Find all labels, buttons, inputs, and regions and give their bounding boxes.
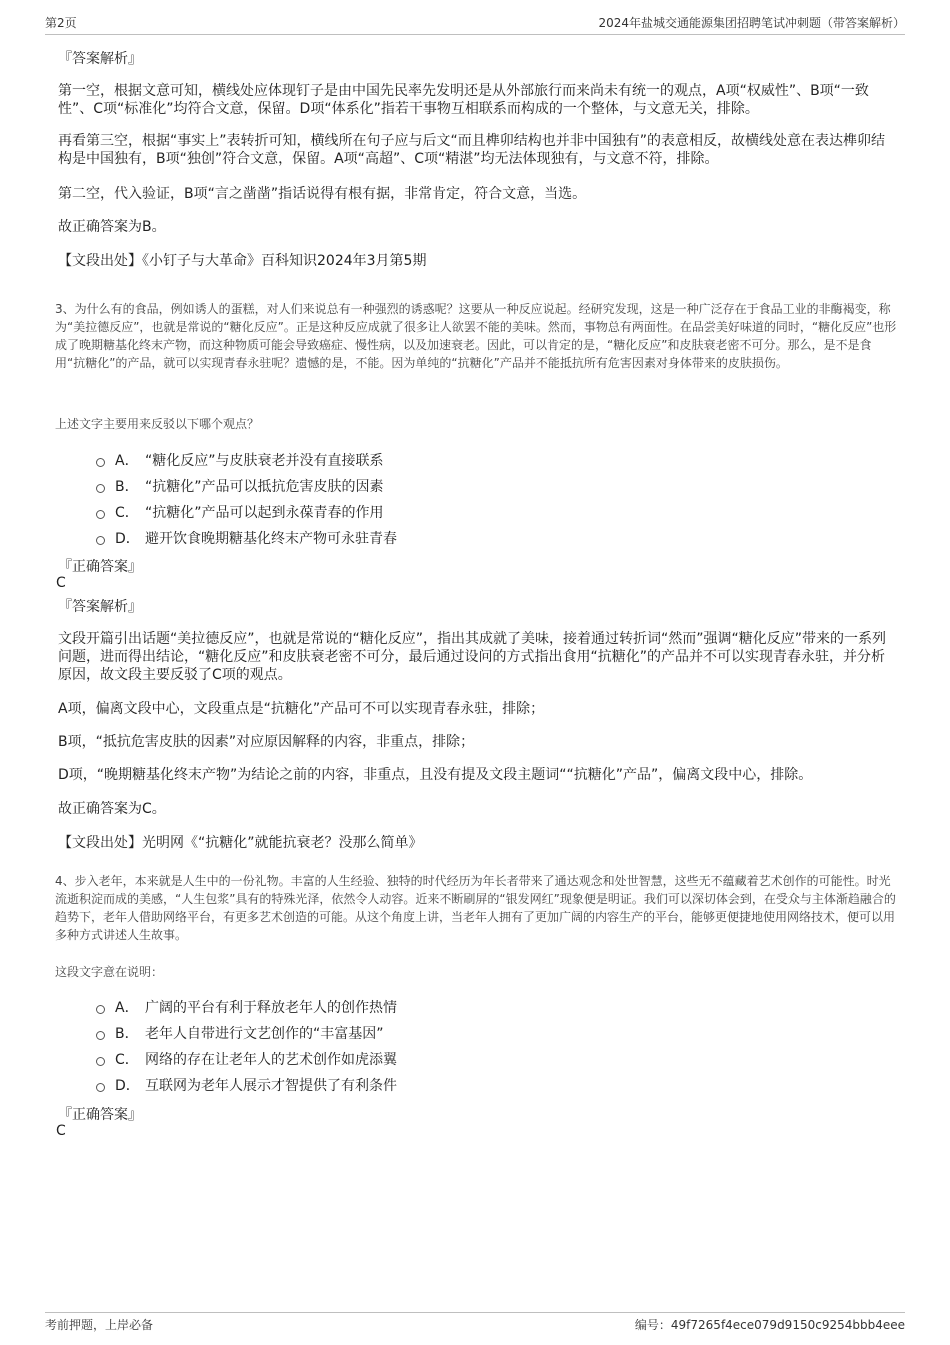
option-letter: A．: [115, 1000, 139, 1016]
option-a[interactable]: [96, 450, 384, 470]
option-c[interactable]: [96, 1049, 397, 1069]
option-text: “糖化反应”与皮肤衰老并没有直接联系: [145, 453, 384, 469]
analysis-paragraph: 文段开篇引出话题“美拉德反应”，也就是常说的“糖化反应”，指出其成就了美味，接着通过转折词“然而”强调“糖化反应”带来的一系列问题，进而得出结论，“糖化反应”和皮肤衰老密不可分，最后通过设问的方式指出食用“抗糖化”的产品并不可以实现青春永驻，并分析原因，故文段主要反驳了C项的观点。: [58, 631, 887, 683]
page-header: [45, 14, 905, 35]
radio-icon[interactable]: [96, 1057, 105, 1066]
analysis-label: 『答案解析』: [58, 51, 142, 67]
analysis-conclusion: 故正确答案为C。: [58, 801, 166, 817]
option-letter: B．: [115, 1026, 139, 1042]
radio-icon[interactable]: [96, 1083, 105, 1092]
document-title: 2024年盐城交通能源集团招聘笔试冲刺题（带答案解析）: [598, 16, 905, 30]
source-citation: 【文段出处】光明网《“抗糖化”就能抗衰老？没那么简单》: [58, 835, 423, 851]
option-letter: D．: [115, 531, 140, 547]
option-letter: D．: [115, 1078, 140, 1094]
radio-icon[interactable]: [96, 484, 105, 493]
option-a[interactable]: [96, 997, 397, 1017]
question-stem: 3、为什么有的食品，例如诱人的蛋糕，对人们来说总有一种强烈的诱惑呢？这要从一种反应说起。经研究发现，这是一种广泛存在于食品工业的非酶褐变，称为“美拉德反应”，也就是常说的“糖化反应”。正是这种反应成就了很多让人欲罢不能的美味。然而，事物总有两面性。在品尝美好味道的同时，“糖化反应”也形成了晚期糖基化终末产物，而这种物质可能会导致癌症、慢性病，以及加速衰老。因此，可以肯定的是，“糖化反应”和皮肤衰老密不可分。那么，是不是食用“抗糖化”的产品，就可以实现青春永驻呢？遗憾的是，不能。因为单纯的“抗糖化”产品并不能抵抗所有危害因素对身体带来的皮肤损伤。: [55, 302, 897, 370]
footer-slogan: 考前押题，上岸必备: [45, 1318, 154, 1332]
radio-icon[interactable]: [96, 1005, 105, 1014]
option-text: 网络的存在让老年人的艺术创作如虎添翼: [145, 1052, 397, 1068]
page-footer: [45, 1312, 905, 1336]
page-number: 第2页: [45, 16, 77, 30]
radio-icon[interactable]: [96, 536, 105, 545]
source-citation: 【文段出处】《小钉子与大革命》百科知识2024年3月第5期: [58, 253, 427, 269]
question-prompt: 这段文字意在说明：: [55, 965, 164, 979]
option-d[interactable]: [96, 1075, 397, 1095]
correct-answer: C: [56, 1123, 66, 1139]
option-letter: C．: [115, 505, 139, 521]
option-b[interactable]: [96, 1023, 384, 1043]
question-stem: 4、步入老年，本来就是人生中的一份礼物。丰富的人生经验、独特的时代经历为年长者带来了通达观念和处世智慧，这些无不蕴藏着艺术创作的可能性。时光流逝积淀而成的美感，“人生包浆”具有的特殊光泽，依然令人动容。近来不断刷屏的“银发网红”现象便是明证。我们可以深切体会到，在受众与主体渐趋融合的趋势下，老年人借助网络平台，有更多艺术创造的可能。从这个角度上讲，当老年人拥有了更加广阔的内容生产的平台，能够更便捷地使用网络技术，便可以用多种方式讲述人生故事。: [55, 874, 896, 942]
correct-answer: C: [56, 575, 66, 591]
option-text: “抗糖化”产品可以起到永葆青春的作用: [145, 505, 384, 521]
analysis-paragraph: D项，“晚期糖基化终末产物”为结论之前的内容，非重点，且没有提及文段主题词““抗糖化”产品”，偏离文段中心，排除。: [58, 767, 813, 783]
analysis-paragraph: 第一空，根据文意可知，横线处应体现钉子是由中国先民率先发明还是从外部旅行而来尚未有统一的观点，A项“权威性”、B项“一致性”、C项“标准化”均符合文意，保留。D项“体系化”指若干事物互相联系而构成的一个整体，与文意无关，排除。: [58, 83, 869, 117]
option-text: 避开饮食晚期糖基化终末产物可永驻青春: [145, 531, 397, 547]
analysis-label: 『答案解析』: [58, 599, 142, 615]
correct-answer-label: 『正确答案』: [58, 1107, 142, 1123]
radio-icon[interactable]: [96, 1031, 105, 1040]
analysis-paragraph: A项，偏离文段中心，文段重点是“抗糖化”产品可不可以实现青春永驻，排除；: [58, 701, 545, 717]
analysis-paragraph: 第二空，代入验证，B项“言之凿凿”指话说得有根有据，非常肯定，符合文意，当选。: [58, 186, 587, 202]
analysis-paragraph: 再看第三空，根据“事实上”表转折可知，横线所在句子应与后文“而且榫卯结构也并非中国独有”的表意相反，故横线处意在表达榫卯结构是中国独有，B项“独创”符合文意，保留。A项“高超”、C项“精湛”均无法体现独有，与文意不符，排除。: [58, 133, 886, 167]
option-b[interactable]: [96, 476, 384, 496]
option-text: 广阔的平台有利于释放老年人的创作热情: [145, 1000, 397, 1016]
option-letter: C．: [115, 1052, 139, 1068]
analysis-conclusion: 故正确答案为B。: [58, 219, 166, 235]
option-text: 互联网为老年人展示才智提供了有利条件: [145, 1078, 397, 1094]
option-letter: A．: [115, 453, 139, 469]
correct-answer-label: 『正确答案』: [58, 559, 142, 575]
option-d[interactable]: [96, 528, 397, 548]
analysis-paragraph: B项，“抵抗危害皮肤的因素”对应原因解释的内容，非重点，排除；: [58, 734, 475, 750]
radio-icon[interactable]: [96, 510, 105, 519]
question-prompt: 上述文字主要用来反驳以下哪个观点？: [55, 417, 260, 431]
option-text: “抗糖化”产品可以抵抗危害皮肤的因素: [145, 479, 384, 495]
option-c[interactable]: [96, 502, 384, 522]
option-letter: B．: [115, 479, 139, 495]
option-text: 老年人自带进行文艺创作的“丰富基因”: [145, 1026, 384, 1042]
radio-icon[interactable]: [96, 458, 105, 467]
document-id: 编号：49f7265f4ece079d9150c9254bbb4eee: [634, 1318, 905, 1332]
